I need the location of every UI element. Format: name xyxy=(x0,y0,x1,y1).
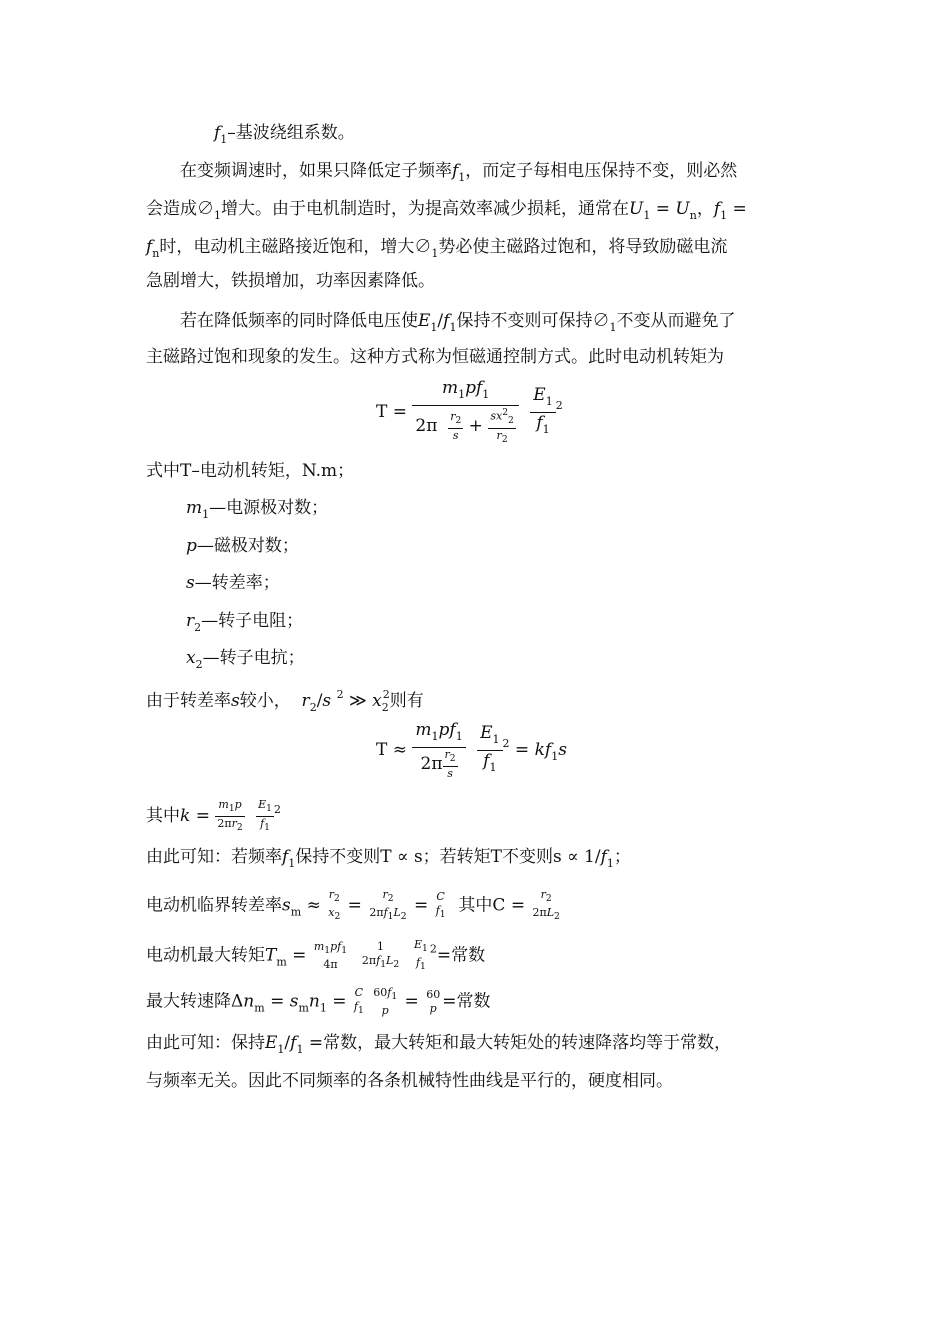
definition-f1: $f_1-$基波绕组系数。 xyxy=(214,123,355,146)
conclusion-line-1: 由此可知：保持$E_1/f_1$ =常数，最大转矩和最大转矩处的转速降落均等于常数， xyxy=(146,1033,732,1056)
def-p: p—磁极对数； xyxy=(186,536,299,556)
critical-slip: 电动机临界转差率$s_m$ ≈ $r_2$ $x_2$ = $r_2$ $2\pi f_1L_2$ = C $f_1$ 其中C = $r_2$ $2\pi L_2$ xyxy=(146,888,560,923)
slip-condition: 由于转差率s较小， $r_2/s$ $^2$ ≫ $x_2^2$则有 xyxy=(146,688,424,714)
def-r2: $r_2—$转子电阻； xyxy=(186,611,304,634)
torque-equation: T = $m_1pf_1$ 2π $\frac{r_2}{s}$ + $\frac{sx^2_2}{r_2}$ $\frac{E_1}{f_1}$ $^2$ xyxy=(376,378,563,446)
conclusion-line-2: 与频率无关。因此不同频率的各条机械特性曲线是平行的，硬度相同。 xyxy=(146,1071,673,1091)
def-m1: $m_1—$电源极对数； xyxy=(186,498,329,521)
torque-definition: 式中T–电动机转矩，N.m； xyxy=(146,461,355,481)
paragraph-1-line-3: $f_n$时，电动机主磁路接近饱和，增大$\emptyset_1$势必使主磁路过饱和，将导致励磁电流 xyxy=(146,237,728,260)
paragraph-1-line-4: 急剧增大，铁损增加，功率因素降低。 xyxy=(146,271,435,291)
proportional-relation: 由此可知：若频率$f_1$保持不变则T ∝ s；若转矩T不变则$s \propto 1/f_1$； xyxy=(146,847,631,870)
paragraph-2-line-1: 若在降低频率的同时降低电压使$E_1/f_1$保持不变则可保持$\emptyset_1$不变从而避免了 xyxy=(180,311,736,334)
def-x2: $x_2—$转子电抗； xyxy=(186,648,305,671)
max-speed-drop: 最大转速降$\Delta n_m = s_mn_1$ = C $f_1$ $60f_1$ p = 60 p =常数 xyxy=(146,986,491,1018)
paragraph-1-line-1: 在变频调速时，如果只降低定子频率$f_1$，而定子每相电压保持不变，则必然 xyxy=(180,161,738,184)
k-definition: 其中k = $\frac{m_1p}{2\pi r_2}$ $\frac{E_1}{f_1}$ $^2$ xyxy=(146,798,281,834)
torque-approx-equation: T ≈ $m_1pf_1$ 2π $\frac{r_2}{s}$ $\frac{E_1}{f_1}$ $^2 = kf_1s$ xyxy=(376,720,567,781)
max-torque: 电动机最大转矩$T_m$ = $m_1pf_1$ 4π 1 $2\pi f_1L_2$ $E_1$ $f_1$ $^2$=常数 xyxy=(146,938,486,973)
paragraph-1-line-2: 会造成$\emptyset_1$增大。由于电机制造时，为提高效率减少损耗，通常在$U_1 = U_n$，$f_1$ = xyxy=(146,199,747,222)
def-s: s—转差率； xyxy=(186,573,280,593)
paragraph-2-line-2: 主磁路过饱和现象的发生。这种方式称为恒磁通控制方式。此时电动机转矩为 xyxy=(146,347,724,367)
